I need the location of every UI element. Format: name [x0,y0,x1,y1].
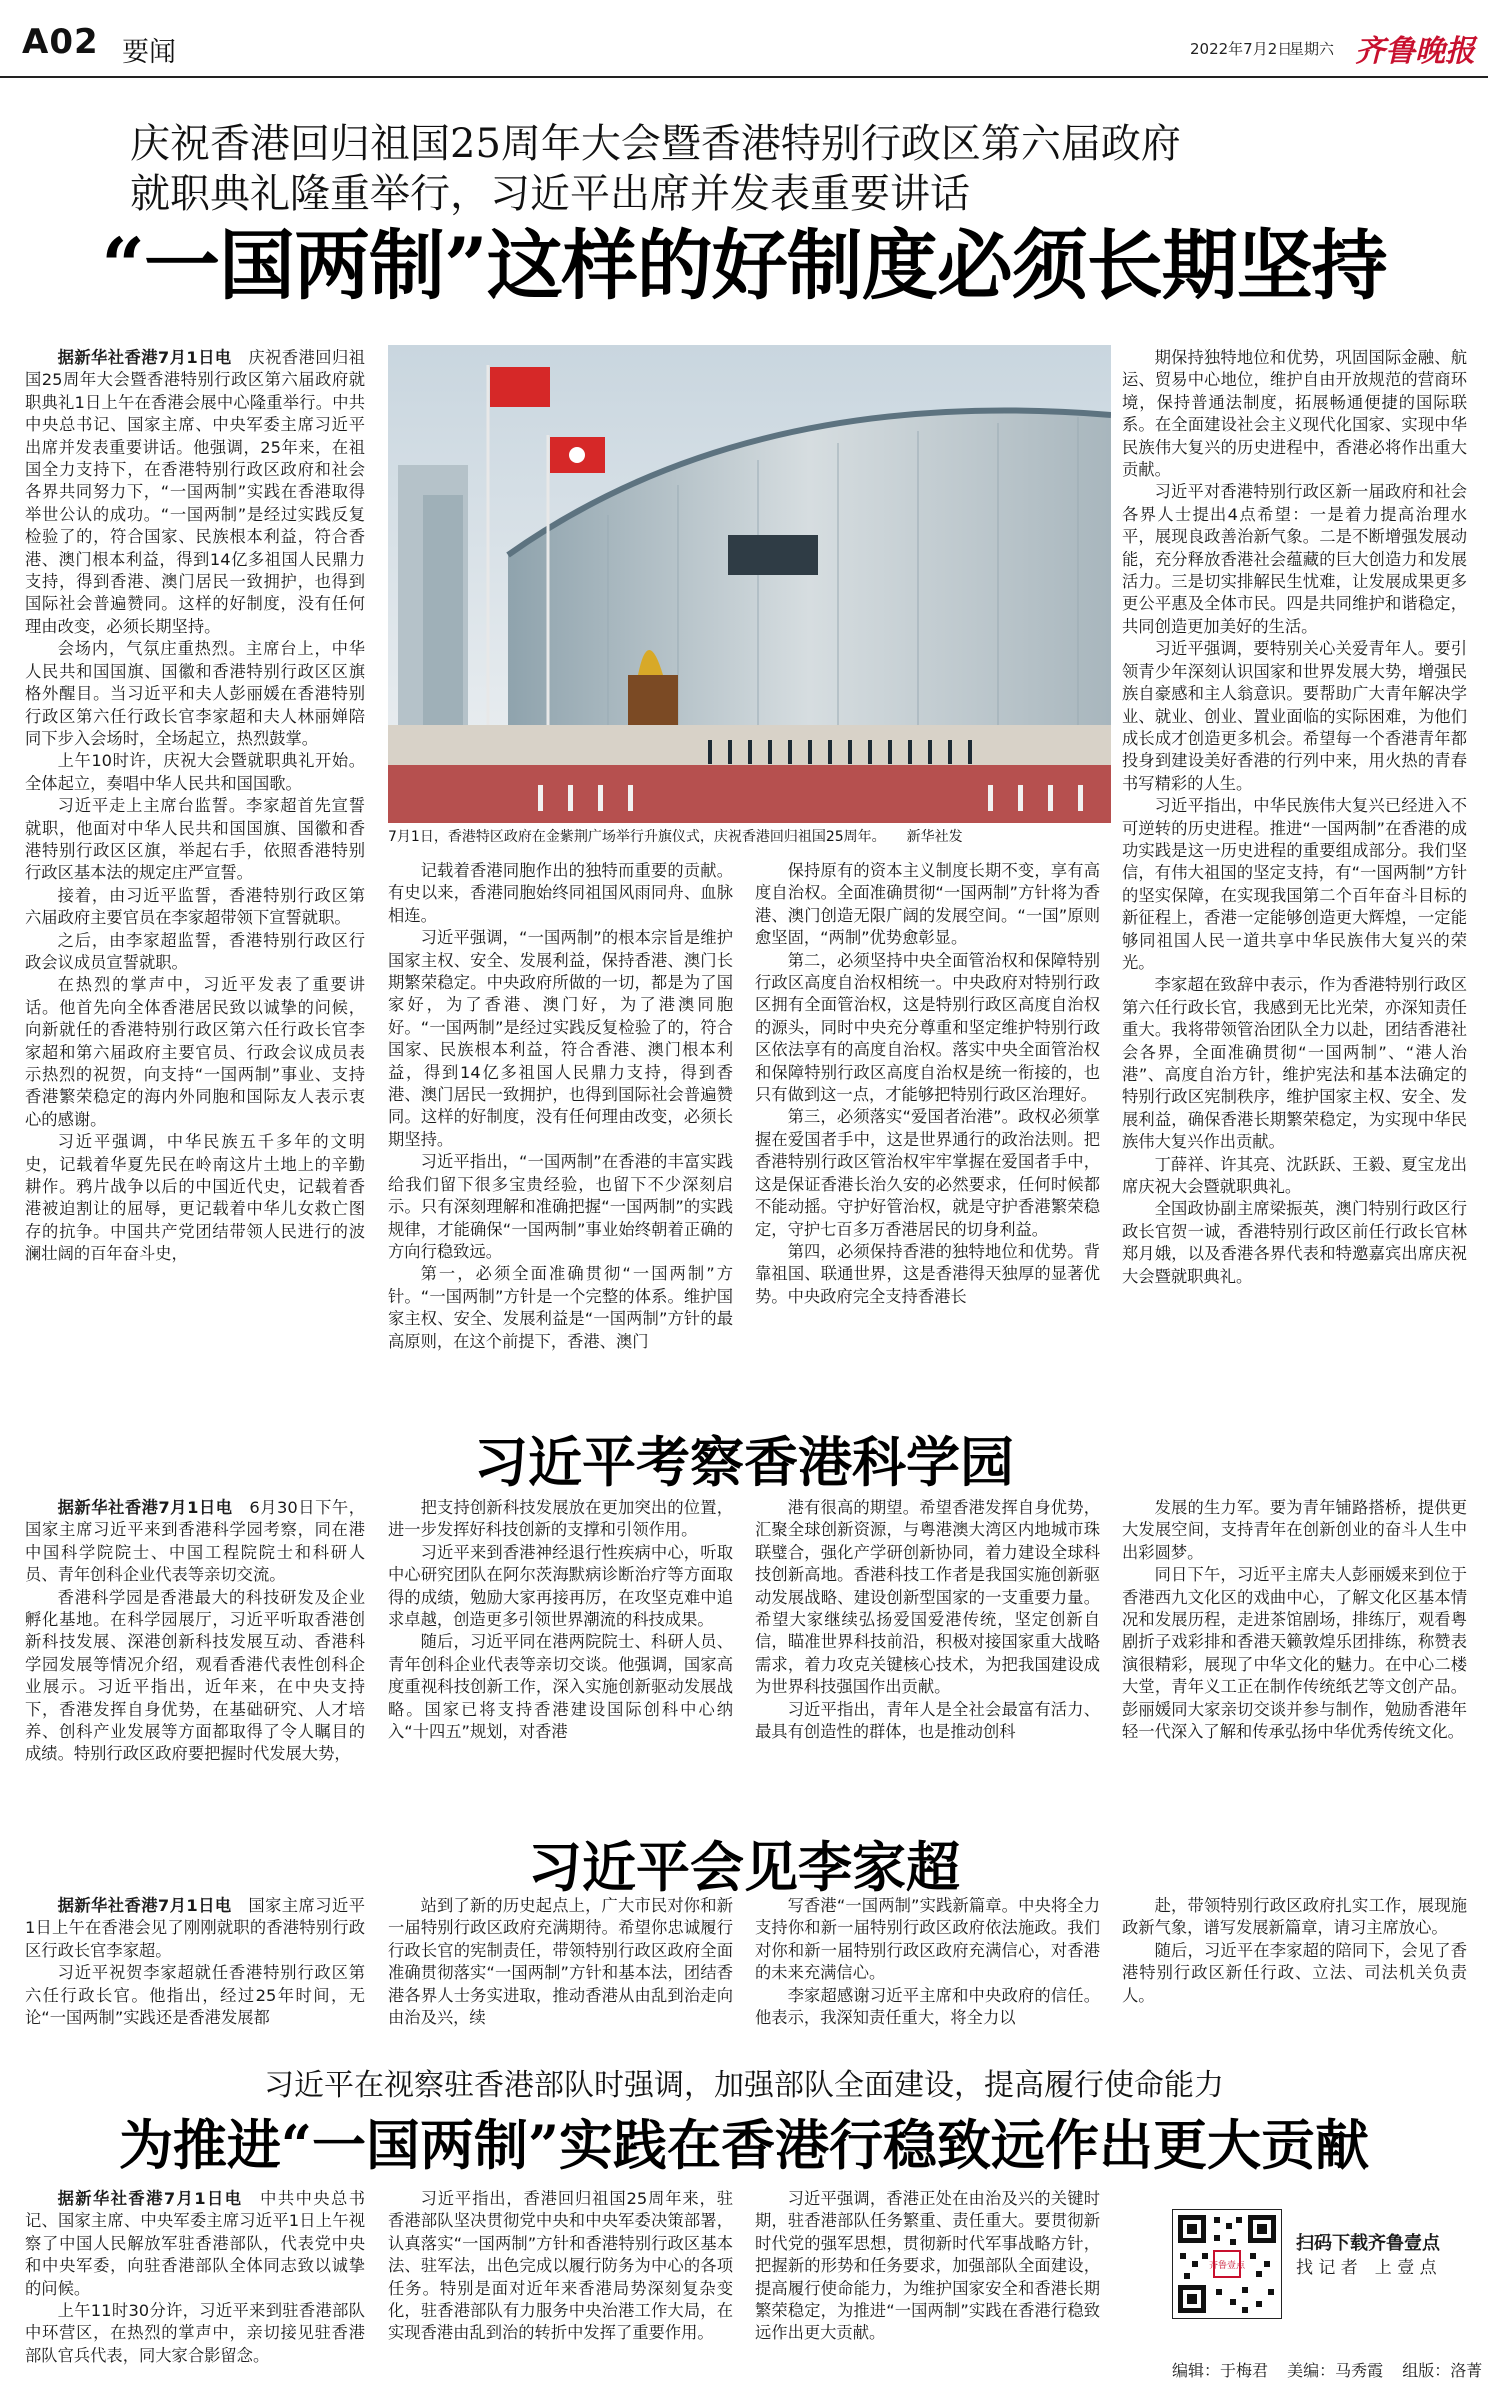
story3-column-3 [755,1895,1100,2055]
paragraph [755,1497,1100,1699]
paragraph [755,2188,1100,2345]
paragraph [25,1587,365,1766]
paragraph-text: 之后，由李家超监誓，香港特别行政区行政会议成员宣誓就职。 [25,930,365,972]
paragraph-text: 随后，习近平在李家超的陪同下，会见了香港特别行政区新任行政、立法、司法机关负责人。 [1122,1940,1467,2005]
paragraph [1122,974,1467,1153]
paragraph [388,1631,733,1743]
paragraph [1122,1940,1467,2007]
qr-promo-line2: 找 记 者 上 壹 点 [1296,2258,1437,2278]
paragraph-text: 6月30日下午，国家主席习近平来到香港科学园考察，同在港中国科学院院士、中国工程院院士和科研人员、青年创科企业代表等亲切交流。 [25,1498,365,1585]
paragraph [25,974,365,1131]
paragraph-text: 第二，必须坚持中央全面管治权和保障特别行政区高度自治权相统一。中央政府对特别行政区拥有全面管治权，这是特别行政区高度自治权的源头，同时中央充分尊重和坚定维护特别行政区依法享有的高度自治权。落实中央全面管治权和保障特别行政区高度自治权是统一衔接的，也只有做到这一点，才能够把特别行政区治理好。 [755,950,1100,1105]
paragraph-text: 习近平强调，“一国两制”的根本宗旨是维护国家主权、安全、发展利益，保持香港、澳门长期繁荣稳定。中央政府所做的一切，都是为了国家好，为了香港、澳门好，为了港澳同胞好。“一国两制”是经过实践反复检验了的，符合国家、民族根本利益，符合香港、澳门根本利益，得到14亿多祖国人民鼎力支持，得到香港、澳门居民一致拥护，也得到国际社会普遍赞同。这样的好制度，没有任何理由改变，必须长期坚持。 [388,928,733,1149]
paragraph [388,1895,733,2029]
layout-credit: 组版：洛菁 [1402,2361,1483,2380]
paragraph-text: 上午10时许，庆祝大会暨就职典礼开始。全体起立，奏唱中华人民共和国国歌。 [25,751,365,793]
paragraph-text: 上午11时30分许，习近平来到驻香港部队中环营区，在热烈的掌声中，亲切接见驻香港部队官兵代表，同大家合影留念。 [25,2301,365,2365]
paragraph [1122,347,1467,481]
paragraph [25,930,365,975]
paragraph [25,795,365,885]
story2-headline: 习近平考察香港科学园 [474,1430,1014,1494]
paragraph-text: 习近平对香港特别行政区新一届政府和社会各界人士提出4点希望：一是着力提高治理水平，展现良政善治新气象。二是不断增强发展动能，充分释放香港社会蕴藏的巨大创造力和发展活力。三是切实排解民生忧难，让发展成果更多更公平惠及全体市民。四是共同维护和谐稳定，共同创造更加美好的生活。 [1122,482,1467,636]
qr-code-icon [1172,2209,1282,2319]
paragraph [388,1263,733,1353]
paragraph [388,2188,733,2345]
paragraph-text: 接着，由习近平监誓，香港特别行政区第六届政府主要官员在李家超带领下宣誓就职。 [25,885,365,928]
lead-column-1 [25,347,365,1417]
designer-credit: 美编：马秀霞 [1287,2361,1384,2380]
paragraph [388,1542,733,1632]
lead-kicker-line1: 庆祝香港回归祖国25周年大会暨香港特别行政区第六届政府 [130,121,1181,167]
paragraph-text: 第三，必须落实“爱国者治港”。政权必须掌握在爱国者手中，这是世界通行的政治法则。把香港特别行政区管治权牢牢掌握在爱国者手中，这是保证香港长治久安的必然要求，任何时候都不能动摇。守护好管治权，就是守护香港繁荣稳定，守护七百多万香港居民的切身利益。 [755,1107,1100,1239]
paragraph [388,1151,733,1263]
paragraph [1122,481,1467,638]
paragraph [25,2188,365,2300]
paragraph [25,1962,365,2029]
paragraph [388,927,733,1151]
paragraph [25,1895,365,1962]
paragraph-text: 李家超在致辞中表示，作为香港特别行政区第六任行政长官，我感到无比光荣，亦深知责任重大。我将带领管治团队全力以赴，团结香港社会各界，全面准确贯彻“一国两制”、“港人治港”、高度自治方针，维护宪法和基本法确定的特别行政区宪制秩序，维护国家主权、安全、发展利益，确保香港长期繁荣稳定，为实现中华民族伟大复兴作出贡献。 [1122,975,1467,1152]
paragraph [25,1131,365,1265]
paragraph-text: 第一，必须全面准确贯彻“一国两制”方针。“一国两制”方针是一个完整的体系。维护国家主权、安全、发展利益是“一国两制”方针的最高原则，在这个前提下，香港、澳门 [388,1264,733,1351]
photo-caption: 7月1日，香港特区政府在金紫荆广场举行升旗仪式，庆祝香港回归祖国25周年。 新华社发 [388,829,963,845]
paragraph [1122,638,1467,795]
paragraph-text: 中共中央总书记、国家主席、中央军委主席习近平1日上午视察了中国人民解放军驻香港部队，代表党中央和中央军委，向驻香港部队全体同志致以诚挚的问候。 [25,2189,365,2298]
paragraph-text: 站到了新的历史起点上，广大市民对你和新一届特别行政区政府充满期待。希望你忠诚履行行政长官的宪制责任，带领特别行政区政府全面准确贯彻落实“一国两制”方针和基本法，团结香港各界人士务实进取，推动香港从由乱到治走向由治及兴，续 [388,1896,733,2028]
convention-centre-photo [388,345,1111,823]
paragraph [755,1985,1100,2030]
paragraph-text: 习近平走上主席台监誓。李家超首先宣誓就职，他面对中华人民共和国国旗、国徽和香港特别行政区区旗，举起右手，依照香港特别行政区基本法的规定庄严宣誓。 [25,796,365,883]
paragraph [25,885,365,930]
paragraph [1122,1198,1467,1288]
dateline: 据新华社香港7月1日电 [57,2189,243,2208]
story3-column-4 [1122,1895,1467,2055]
paragraph-text: 习近平强调，要特别关心关爱青年人。要引领青少年深刻认识国家和世界发展大势，增强民族自豪感和主人翁意识。要帮助广大青年解决学业、就业、创业、置业面临的实际困难，为他们成长成才创造更多机会。希望每一个香港青年都投身到建设美好香港的行列中来，用火热的青春书写精彩的人生。 [1122,639,1467,793]
story3-column-2 [388,1895,733,2055]
paragraph-text: 国家主席习近平1日上午在香港会见了刚刚就职的香港特别行政区行政长官李家超。 [25,1896,365,1960]
dateline: 据新华社香港7月1日电 [57,348,232,367]
qr-center-label: 齐鲁壹点 [1208,2261,1246,2271]
paragraph-text: 保持原有的资本主义制度长期不变，享有高度自治权。全面准确贯彻“一国两制”方针将为香港、澳门创造无限广阔的发展空间。“一国”原则愈坚固，“两制”优势愈彰显。 [755,861,1100,948]
paragraph-text: 写香港“一国两制”实践新篇章。中央将全力支持你和新一届特别行政区政府依法施政。我们对你和新一届特别行政区政府充满信心，对香港的未来充满信心。 [755,1896,1100,1983]
paragraph [25,1497,365,1587]
lead-column-4 [1122,347,1467,1417]
paragraph [25,750,365,795]
editorial-credits [1172,2358,1488,2381]
story4-column-3 [755,2188,1100,2393]
story2-column-4 [1122,1497,1467,1827]
paragraph [388,1497,733,1542]
issue-weekday: 星期六 [1289,40,1335,58]
paragraph-text: 发展的生力军。要为青年铺路搭桥，提供更大发展空间，支持青年在创新创业的奋斗人生中出彩圆梦。 [1122,1498,1467,1562]
paragraph [755,860,1100,950]
story4-column-1 [25,2188,365,2393]
paragraph-text: 会场内，气氛庄重热烈。主席台上，中华人民共和国国旗、国徽和香港特别行政区区旗格外醒目。当习近平和夫人彭丽媛在香港特别行政区第六任行政长官李家超和夫人林丽婵陪同下步入会场时，全场起立，热烈鼓掌。 [25,639,365,748]
story3-column-1 [25,1895,365,2055]
paragraph-text: 习近平强调，中华民族五千多年的文明史，记载着华夏先民在岭南这片土地上的辛勤耕作。鸦片战争以后的中国近代史，记载着香港被迫割让的屈辱，更记载着中华儿女救亡图存的抗争。中国共产党团结带领人民进行的波澜壮阔的百年奋斗史， [25,1132,365,1264]
paragraph-text: 习近平指出，中华民族伟大复兴已经进入不可逆转的历史进程。推进“一国两制”在香港的成功实践是这一历史进程的重要组成部分。我们坚信，有伟大祖国的坚定支持，有“一国两制”方针的坚实保障，在实现我国第二个百年奋斗目标的新征程上，香港一定能够创造更大辉煌，一定能够同祖国人民一道共享中华民族伟大复兴的荣光。 [1122,796,1467,972]
story4-kicker: 习近平在视察驻香港部队时强调，加强部队全面建设，提高履行使命能力 [264,2068,1224,2103]
story2-column-3 [755,1497,1100,1827]
paragraph [388,860,733,927]
story4-column-2 [388,2188,733,2393]
paragraph-text: 习近平强调，香港正处在由治及兴的关键时期，驻香港部队任务繁重、责任重大。要贯彻新时代党的强军思想，贯彻新时代军事战略方针，把握新的形势和任务要求，加强部队全面建设，提高履行使命能力，为维护国家安全和香港长期繁荣稳定，为推进“一国两制”实践在香港行稳致远作出更大贡献。 [755,2189,1100,2343]
paragraph-text: 随后，习近平同在港两院院士、科研人员、青年创科企业代表等亲切交谈。他强调，国家高度重视科技创新工作，深入实施创新驱动发展战略。国家已将支持香港建设国际创科中心纳入“十四五”规划，对香港 [388,1632,733,1742]
paragraph [25,638,365,750]
paragraph [755,950,1100,1107]
editor-credit: 编辑：于梅君 [1172,2361,1269,2380]
paragraph [1122,1895,1467,1940]
paragraph [1122,1497,1467,1564]
paragraph-text: 在热烈的掌声中，习近平发表了重要讲话。他首先向全体香港居民致以诚挚的问候，向新就任的香港特别行政区第六任行政长官李家超和第六届政府主要官员、行政会议成员表示热烈的祝贺，向支持“一国两制”事业、支持香港繁荣稳定的海内外同胞和国际友人表示衷心的感谢。 [25,975,365,1129]
paragraph-text: 习近平指出，“一国两制”在香港的丰富实践给我们留下很多宝贵经验，也留下不少深刻启示。只有深刻理解和准确把握“一国两制”的实践规律，才能确保“一国两制”事业始终朝着正确的方向行稳致远。 [388,1152,733,1261]
paragraph [25,347,365,638]
paragraph-text: 习近平来到香港神经退行性疾病中心，听取中心研究团队在阿尔茨海默病诊断治疗等方面取得的成绩，勉励大家再接再厉，在攻坚克难中追求卓越，创造更多引领世界潮流的科技成果。 [388,1542,733,1630]
paragraph-text: 习近平指出，香港回归祖国25周年来，驻香港部队坚决贯彻党中央和中央军委决策部署，认真落实“一国两制”方针和香港特别行政区基本法、驻军法，出色完成以履行防务为中心的各项任务。特别是面对近年来香港局势深刻复杂变化，驻香港部队有力服务中央治港工作大局，在实现香港由乱到治的转折中发挥了重要作用。 [388,2189,733,2343]
page-code: A02 [22,22,99,62]
section-name: 要闻 [122,37,176,68]
qr-promo-line1: 扫码下载齐鲁壹点 [1296,2233,1440,2254]
paragraph-text: 香港科学园是香港最大的科技研发及企业孵化基地。在科学园展厅，习近平听取香港创新科技发展、深港创新科技发展互动、香港科学园发展等情况介绍，观看香港代表性创科企业展示。习近平指出，近年来，在中央支持下，香港发挥自身优势，在基础研究、人才培养、创科产业发展等方面都取得了令人瞩目的成绩。特别行政区政府要把握时代发展大势， [25,1587,365,1764]
paragraph-text: 李家超感谢习近平主席和中央政府的信任。他表示，我深知责任重大，将全力以 [755,1985,1100,2028]
paragraph [755,1241,1100,1308]
lead-headline: “一国两制”这样的好制度必须长期坚持 [101,221,1387,310]
paragraph-text: 习近平祝贺李家超就任香港特别行政区第六任行政长官。他指出，经过25年时间，无论“一国两制”实践还是香港发展都 [25,1963,365,2028]
lead-column-3 [755,860,1100,1417]
paragraph-text: 习近平指出，青年人是全社会最富有活力、最具有创造性的群体，也是推动创科 [755,1699,1100,1742]
paragraph [755,1895,1100,1985]
paragraph [755,1699,1100,1744]
issue-date: 2022年7月2日 [1190,40,1293,58]
paragraph-text: 港有很高的期望。希望香港发挥自身优势，汇聚全球创新资源，与粤港澳大湾区内地城市珠联璧合，强化产学研创新协同，着力建设全球科技创新高地。香港科技工作者是我国实施创新驱动发展战略、建设创新型国家的一支重要力量。希望大家继续弘扬爱国爱港传统，坚定创新自信，瞄准世界科技前沿，积极对接国家重大战略需求，着力攻克关键核心技术，为把我国建设成为世界科技强国作出贡献。 [755,1498,1100,1697]
paragraph-text: 全国政协副主席梁振英，澳门特别行政区行政长官贺一诚，香港特别行政区前任行政长官林郑月娥，以及香港各界代表和特邀嘉宾出席庆祝大会暨就职典礼。 [1122,1199,1467,1286]
lead-column-2 [388,860,733,1417]
paragraph-text: 庆祝香港回归祖国25周年大会暨香港特别行政区第六届政府就职典礼1日上午在香港会展中心隆重举行。中共中央总书记、国家主席、中央军委主席习近平出席并发表重要讲话。他强调，25年来，在祖国全力支持下，在香港特别行政区政府和社会各界共同努力下，“一国两制”实践在香港取得举世公认的成功。“一国两制”是经过实践反复检验了的，符合国家、民族根本利益，符合香港、澳门根本利益，得到14亿多祖国人民鼎力支持，得到香港、澳门居民一致拥护，也得到国际社会普遍赞同。这样的好制度，没有任何理由改变，必须长期坚持。 [25,348,365,636]
dateline: 据新华社香港7月1日电 [57,1896,232,1915]
paragraph-text: 同日下午，习近平主席夫人彭丽媛来到位于香港西九文化区的戏曲中心，了解文化区基本情况和发展历程，走进茶馆剧场，排练厅，观看粤剧折子戏彩排和香港天籁敦煌乐团排练，称赞表演很精彩，展现了中华文化的魅力。在中心二楼大堂，青年义工正在制作传统纸艺等文创产品。彭丽媛同大家亲切交谈并参与制作，勉励香港年轻一代深入了解和传承弘扬中华优秀传统文化。 [1122,1565,1467,1742]
paragraph [1122,795,1467,974]
paragraph-text: 丁薛祥、许其亮、沈跃跃、王毅、夏宝龙出席庆祝大会暨就职典礼。 [1122,1154,1467,1197]
qr-code[interactable] [1172,2209,1282,2329]
paragraph [755,1106,1100,1240]
paragraph-text: 第四，必须保持香港的独特地位和优势。背靠祖国、联通世界，这是香港得天独厚的显著优势。中央政府完全支持香港长 [755,1241,1100,1306]
news-photo [388,345,1111,823]
paragraph-text: 赴，带领特别行政区政府扎实工作，展现施政新气象，谱写发展新篇章，请习主席放心。 [1122,1896,1467,1938]
story2-column-2 [388,1497,733,1827]
page-header [0,0,1488,70]
story3-headline: 习近平会见李家超 [528,1835,960,1899]
paragraph-text: 把支持创新科技发展放在更加突出的位置，进一步发挥好科技创新的支撑和引领作用。 [388,1498,733,1540]
paragraph-text: 记载着香港同胞作出的独特而重要的贡献。有史以来，香港同胞始终同祖国风雨同舟、血脉相连。 [388,861,733,925]
lead-kicker-line2: 就职典礼隆重举行，习近平出席并发表重要讲话 [130,171,970,217]
paragraph-text: 期保持独特地位和优势，巩固国际金融、航运、贸易中心地位，维护自由开放规范的营商环境，保持普通法制度，拓展畅通便捷的国际联系。在全面建设社会主义现代化国家、实现中华民族伟大复兴的历史进程中，香港必将作出重大贡献。 [1122,348,1467,480]
story2-column-1 [25,1497,365,1827]
paragraph [1122,1564,1467,1743]
story4-headline: 为推进“一国两制”实践在香港行稳致远作出更大贡献 [118,2113,1370,2177]
paragraph [1122,1154,1467,1199]
newspaper-logo: 齐鲁晚报 [1355,34,1475,69]
paragraph [25,2300,365,2367]
header-rule [0,76,1488,78]
dateline: 据新华社香港7月1日电 [57,1498,233,1517]
